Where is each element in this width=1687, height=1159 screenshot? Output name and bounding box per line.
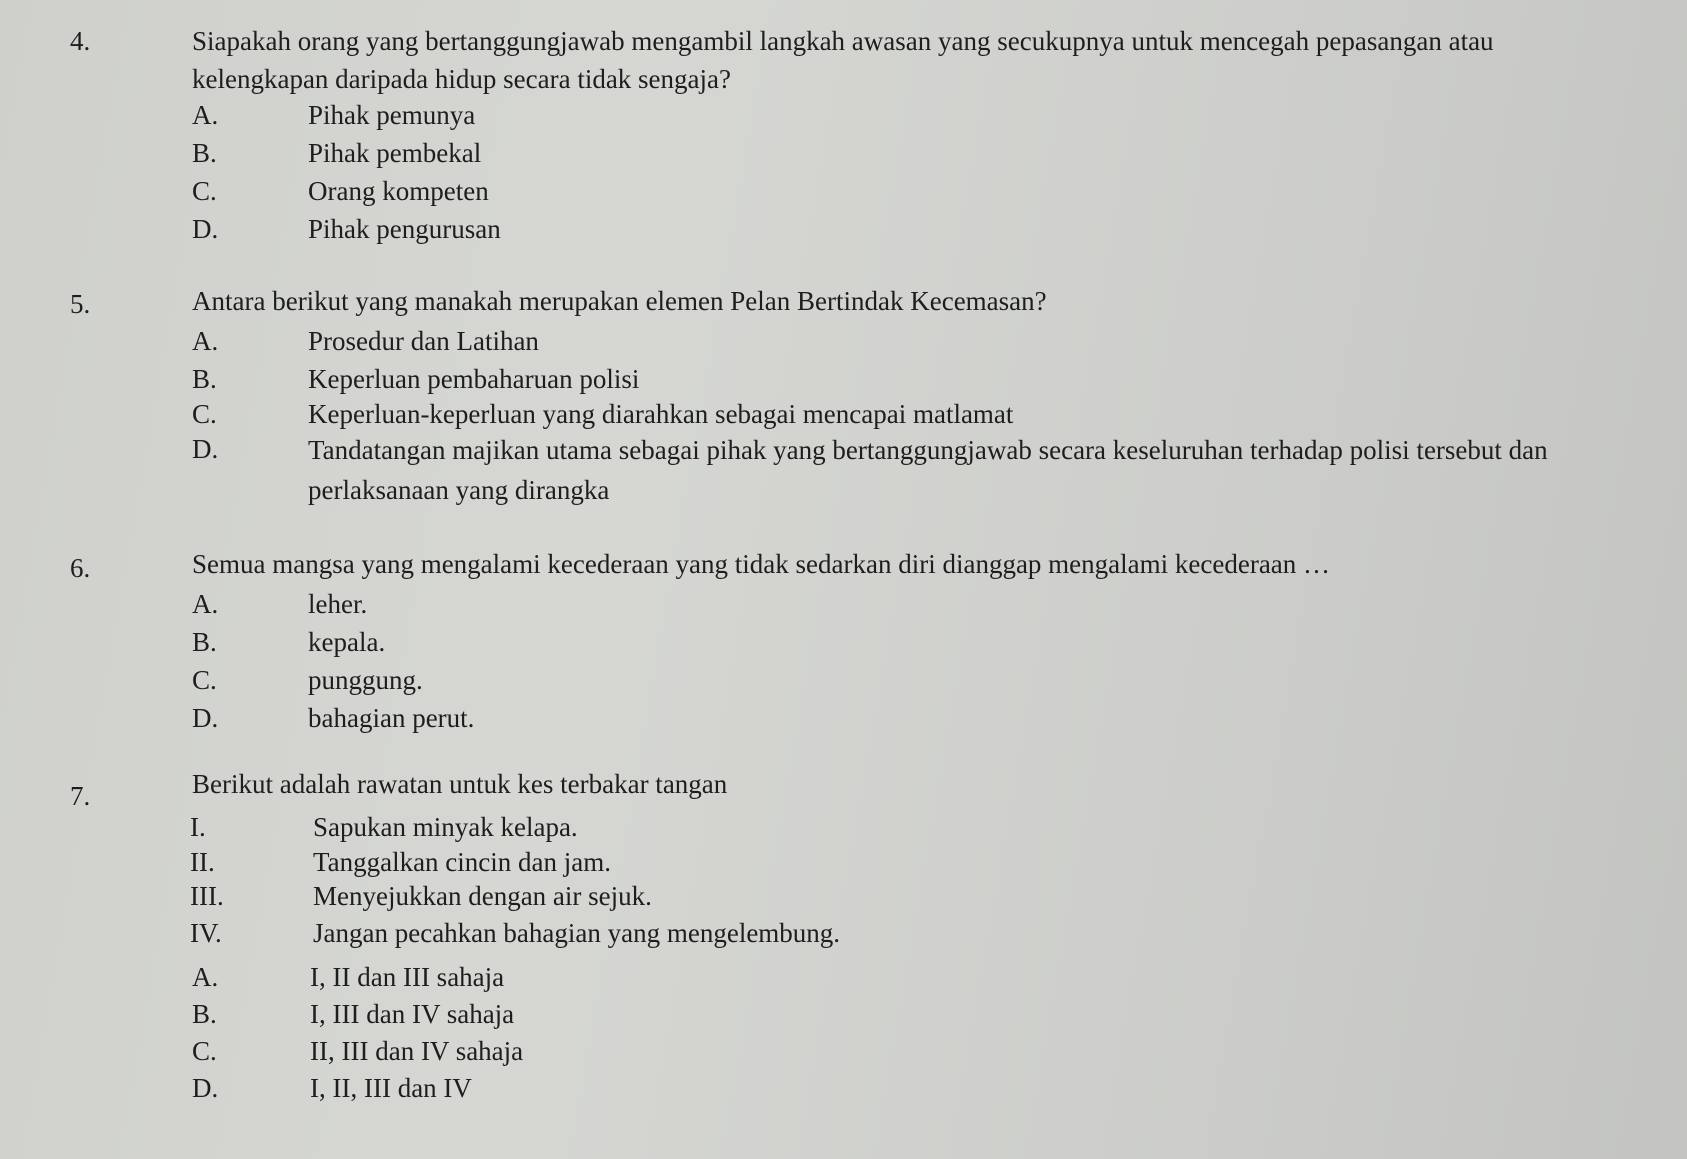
statement-numeral: IV. [190,918,222,948]
option-text: kepala. [308,627,386,657]
option-letter: C. [192,1036,217,1066]
question-text: Semua mangsa yang mengalami kecederaan yang tidak sedarkan diri dianggap mengalami kecederaan … [192,549,1331,579]
option-text: Prosedur dan Latihan [308,326,539,356]
option-letter: A. [192,100,219,130]
question-number: 5. [70,289,91,319]
option-text: Keperluan-keperluan yang diarahkan sebagai mencapai matlamat [308,399,1014,429]
option-text: I, II, III dan IV [310,1073,472,1103]
option-letter: D. [192,1073,219,1103]
option-text: Tandatangan majikan utama sebagai pihak yang bertanggungjawab secara keseluruhan terhadap polisi tersebut dan perlaksanaan yang dirangka [308,435,1548,505]
option-text: Pihak pemunya [308,100,476,130]
statement-numeral: III. [190,881,224,911]
option-text: Keperluan pembaharuan polisi [308,364,640,394]
option-letter: A. [192,326,219,356]
option-letter: C. [192,176,217,206]
option-row [0,360,1687,398]
question-number: 4. [70,26,91,56]
statement-row [0,914,1687,952]
option-letter: A. [192,962,219,992]
option-letter: C. [192,399,217,429]
option-text: bahagian perut. [308,703,475,733]
option-row [0,322,1687,360]
option-row [0,210,1687,248]
option-text: I, III dan IV sahaja [310,999,515,1029]
option-letter: D. [192,434,219,464]
option-text: II, III dan IV sahaja [310,1036,524,1066]
option-text: Pihak pembekal [308,138,482,168]
option-text: leher. [308,589,368,619]
option-row [0,172,1687,210]
option-letter: B. [192,364,217,394]
option-letter: D. [192,703,219,733]
statement-row [0,808,1687,846]
question-text: Antara berikut yang manakah merupakan elemen Pelan Bertindak Kecemasan? [192,286,1047,316]
option-letter: B. [192,627,217,657]
option-row [0,430,1687,510]
option-row [0,585,1687,623]
option-row [0,958,1687,996]
option-text: Orang kompeten [308,176,489,206]
option-row [0,1032,1687,1070]
option-row [0,395,1687,433]
option-row [0,1069,1687,1107]
option-letter: A. [192,589,219,619]
statement-text: Jangan pecahkan bahagian yang mengelembung. [313,918,841,948]
option-letter: B. [192,999,217,1029]
option-row [0,96,1687,134]
option-text: I, II dan III sahaja [310,962,505,992]
option-letter: D. [192,214,219,244]
statement-numeral: II. [190,847,215,877]
statement-row [0,843,1687,881]
statement-row [0,877,1687,915]
option-row [0,134,1687,172]
option-letter: B. [192,138,217,168]
option-letter: C. [192,665,217,695]
question-text: Berikut adalah rawatan untuk kes terbakar tangan [192,769,728,799]
question-text: Siapakah orang yang bertanggungjawab mengambil langkah awasan yang secukupnya untuk mencegah pepasangan atau kelengkapan daripada hidup secara tidak sengaja? [192,26,1494,94]
statement-text: Sapukan minyak kelapa. [313,812,578,842]
option-row [0,699,1687,737]
option-row [0,995,1687,1033]
question-number: 6. [70,553,91,583]
statement-text: Tanggalkan cincin dan jam. [313,847,612,877]
statement-numeral: I. [190,812,206,842]
option-row [0,661,1687,699]
option-text: punggung. [308,665,423,695]
option-row [0,623,1687,661]
statement-text: Menyejukkan dengan air sejuk. [313,881,652,911]
option-text: Pihak pengurusan [308,214,501,244]
question-number: 7. [70,781,91,811]
